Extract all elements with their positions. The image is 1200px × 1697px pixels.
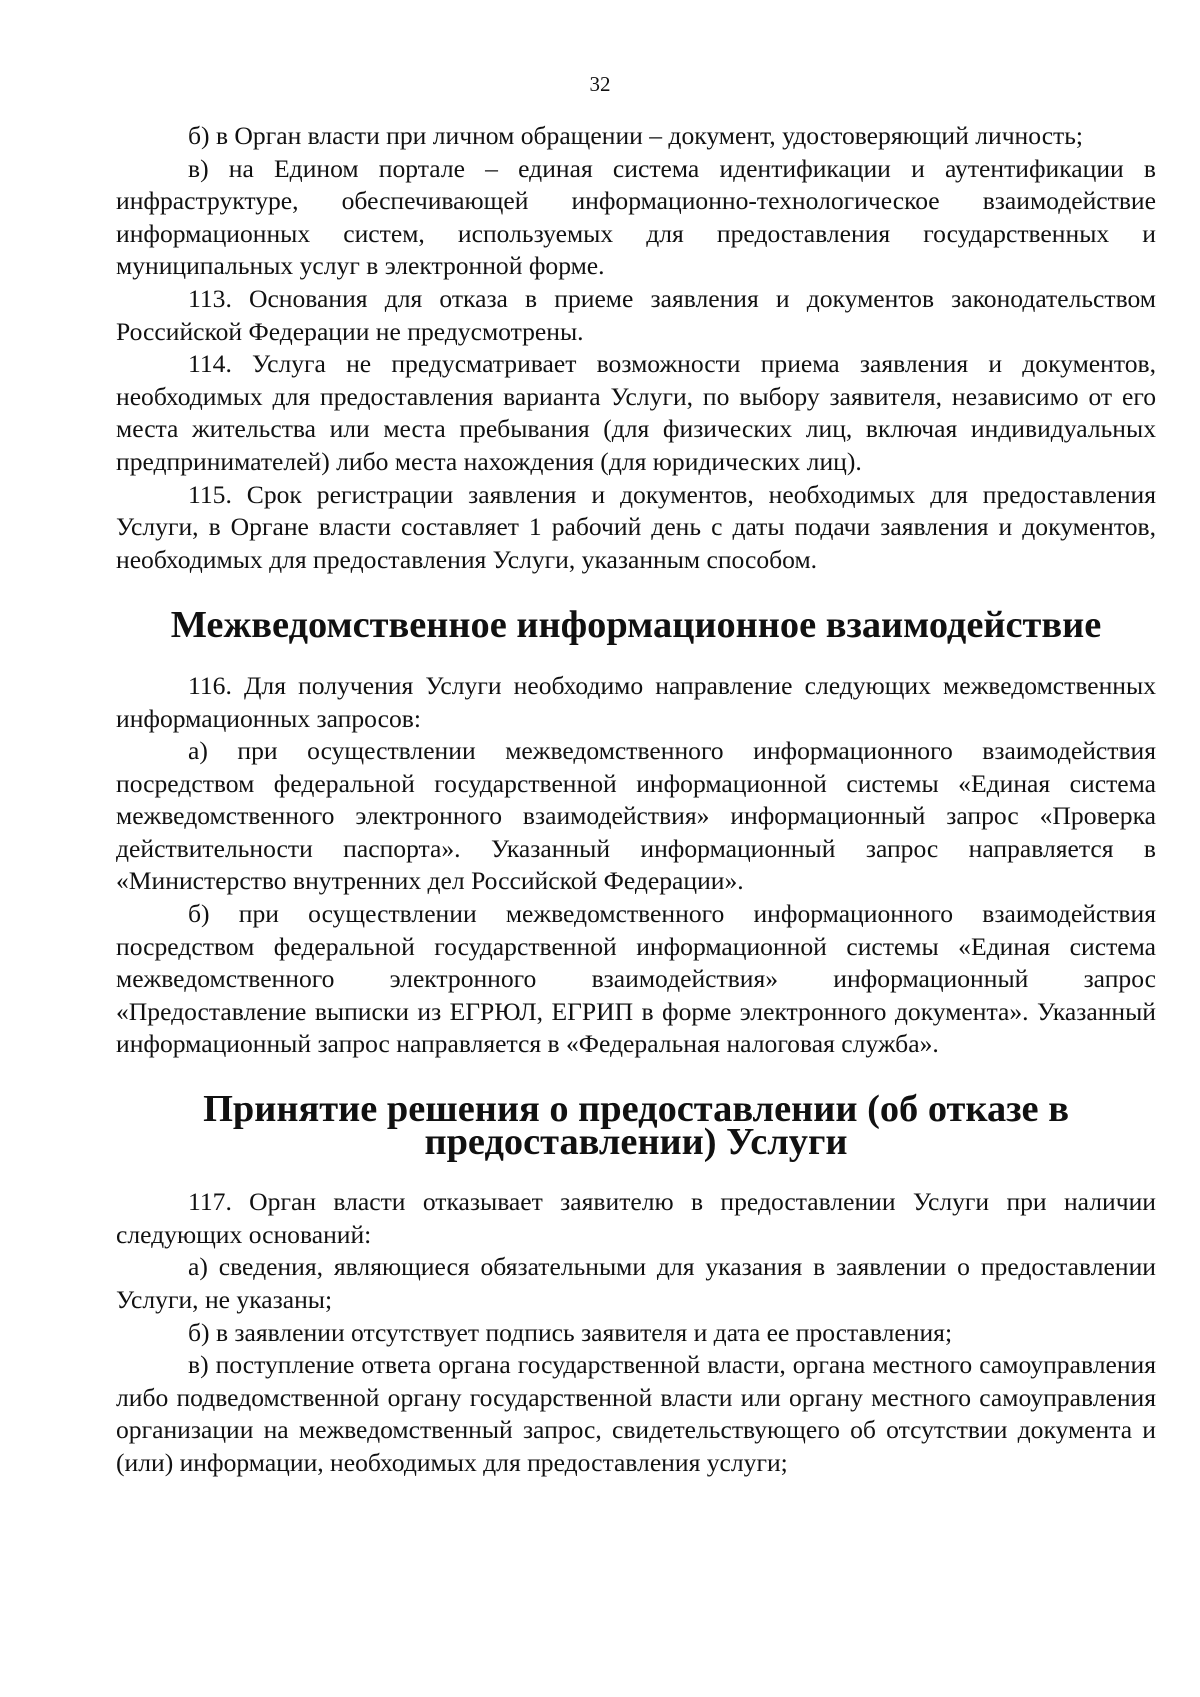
paragraph-v-single-portal: в) на Едином портале – единая система идентификации и аутентификации в инфраструктуре, обеспечивающей информационно-технологическое взаимодействие информационных систем, используемых для предоставления государственных и муниципальных услуг в электронной форме.: [116, 153, 1156, 281]
paragraph-117-b: б) в заявлении отсутствует подпись заявителя и дата ее проставления;: [188, 1317, 953, 1347]
paragraph-115: 115. Срок регистрации заявления и документов, необходимых для предоставления Услуги, в Органе власти составляет 1 рабочий день с даты подачи заявления и документов, необходимых для предоставления Услуги, указанным способом.: [116, 479, 1156, 574]
paragraph-117-a: а) сведения, являющиеся обязательными для указания в заявлении о предоставлении Услуги, не указаны;: [116, 1252, 1156, 1314]
paragraph-114: 114. Услуга не предусматривает возможности приема заявления и документов, необходимых для предоставления варианта Услуги, по выбору заявителя, независимо от его места жительства или места пребывания (для физических лиц, включая индивидуальных предпринимателей) либо места нахождения (для юридических лиц).: [116, 349, 1156, 476]
document-body: [116, 120, 1156, 1480]
paragraph-113: 113. Основания для отказа в приеме заявления и документов законодательством Российской Федерации не предусмотрены.: [116, 283, 1156, 346]
paragraph-117-v: в) поступление ответа органа государственной власти, органа местного самоуправления либо подведомственной органу государственной власти или органу местного самоуправления организации на межведомственный запрос, свидетельствующего об отсутствии документа и (или) информации, необходимых для предоставления услуги;: [116, 1350, 1156, 1477]
paragraph-117: 117. Орган власти отказывает заявителю в предоставлении Услуги при наличии следующих оснований:: [116, 1187, 1156, 1249]
paragraph-116-a: а) при осуществлении межведомственного информационного взаимодействия посредством федеральной государственной информационной системы «Единая система межведомственного электронного взаимодействия» информационный запрос «Проверка действительности паспорта». Указанный информационный запрос направляется в «Министерство внутренних дел Российской Федерации».: [116, 736, 1156, 896]
page-number: 32: [589, 72, 611, 96]
paragraph-b-personal-visit: б) в Орган власти при личном обращении – документ, удостоверяющий личность;: [188, 121, 1084, 150]
paragraph-116-b: б) при осуществлении межведомственного информационного взаимодействия посредством федеральной государственной информационной системы «Единая система межведомственного электронного взаимодействия» информационный запрос «Предоставление выписки из ЕГРЮЛ, ЕГРИП в форме электронного документа». Указанный информационный запрос направляется в «Федеральная налоговая служба».: [116, 899, 1156, 1059]
section-heading-decision: Принятие решения о предоставлении (об отказе в предоставлении) Услуги: [203, 1088, 1069, 1163]
paragraph-116: 116. Для получения Услуги необходимо направление следующих межведомственных информационных запросов:: [116, 670, 1156, 733]
section-heading-interagency: Межведомственное информационное взаимодействие: [170, 604, 1102, 647]
